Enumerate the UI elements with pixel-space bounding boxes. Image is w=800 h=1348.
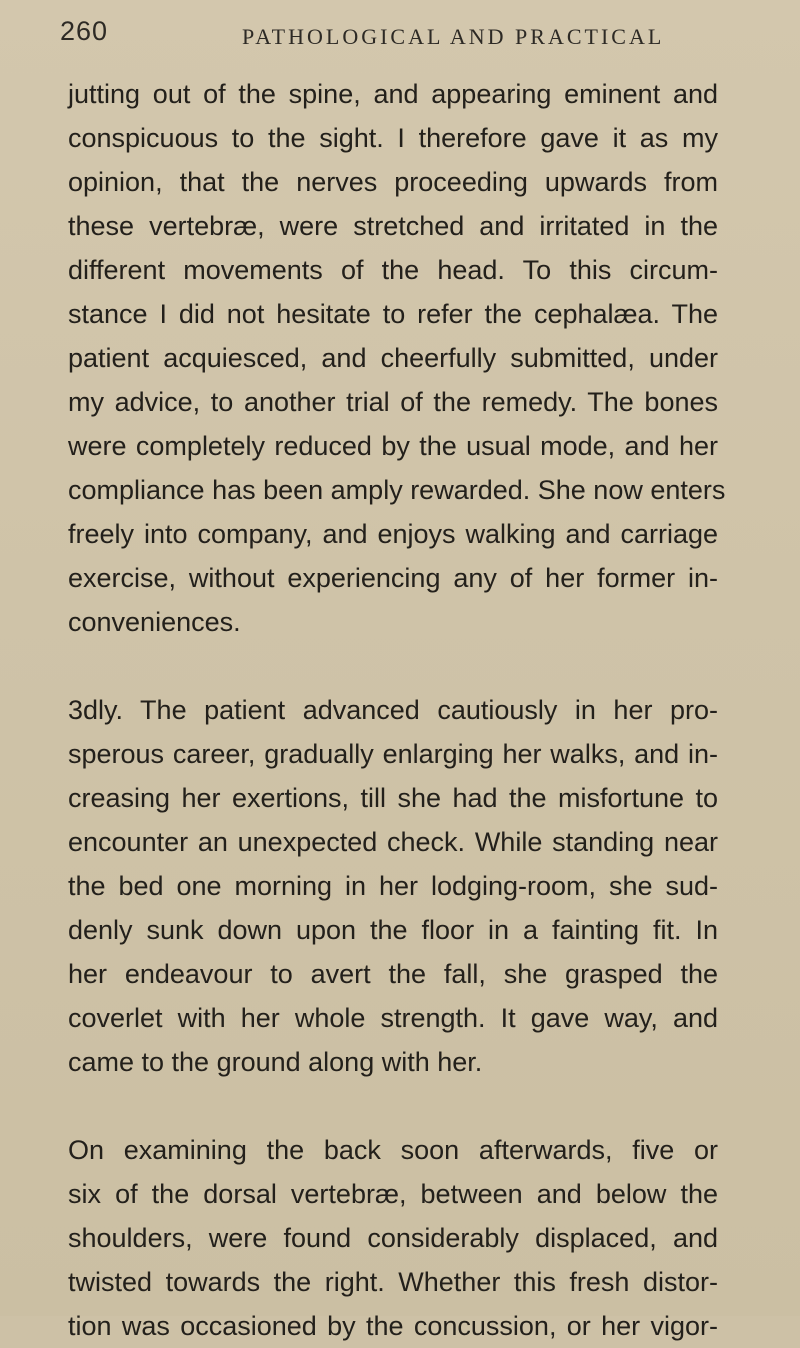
text-line: these vertebræ, were stretched and irritated in the [68, 211, 718, 241]
paragraph-2 [68, 688, 718, 1084]
page-header [0, 14, 800, 54]
text-line: different movements of the head. To this circum- [68, 255, 718, 285]
text-line: twisted towards the right. Whether this fresh distor- [68, 1267, 718, 1297]
text-line: conspicuous to the sight. I therefore gave it as my [68, 123, 718, 153]
text-line: were completely reduced by the usual mode, and her [68, 431, 718, 461]
text-line: conveniences. [68, 607, 241, 637]
text-line: opinion, that the nerves proceeding upwards from [68, 167, 718, 197]
text-line: my advice, to another trial of the remedy. The bones [68, 387, 718, 417]
text-line: her endeavour to avert the fall, she grasped the [68, 959, 718, 989]
text-line: creasing her exertions, till she had the misfortune to [68, 783, 718, 813]
text-line: stance I did not hesitate to refer the cephalæa. The [68, 299, 718, 329]
text-line: 3dly. The patient advanced cautiously in her pro- [68, 695, 718, 725]
text-line: tion was occasioned by the concussion, or her vigor- [68, 1311, 718, 1341]
text-line: sperous career, gradually enlarging her walks, and in- [68, 739, 718, 769]
text-line: six of the dorsal vertebræ, between and below the [68, 1179, 718, 1209]
paragraph-3 [68, 1128, 718, 1348]
text-line: jutting out of the spine, and appearing eminent and [68, 79, 718, 109]
paragraph-1 [68, 72, 726, 644]
text-line: shoulders, were found considerably displaced, and [68, 1223, 718, 1253]
text-line: denly sunk down upon the floor in a fainting fit. In [68, 915, 718, 945]
text-line: came to the ground along with her. [68, 1047, 483, 1077]
text-line: exercise, without experiencing any of her former in- [68, 563, 718, 593]
page-number: 260 [60, 16, 109, 46]
text-line: freely into company, and enjoys walking and carriage [68, 519, 718, 549]
body-text [68, 72, 726, 1348]
running-head: PATHOLOGICAL AND PRACTICAL [242, 24, 665, 49]
paragraph-gap [68, 644, 718, 688]
text-line: the bed one morning in her lodging-room, she sud- [68, 871, 718, 901]
text-line: compliance has been amply rewarded. She now enters [68, 475, 726, 505]
text-line: coverlet with her whole strength. It gave way, and [68, 1003, 718, 1033]
text-line: patient acquiesced, and cheerfully submitted, under [68, 343, 718, 373]
text-line: On examining the back soon afterwards, five or [68, 1135, 718, 1165]
paragraph-gap [68, 1084, 718, 1128]
text-line: encounter an unexpected check. While standing near [68, 827, 718, 857]
